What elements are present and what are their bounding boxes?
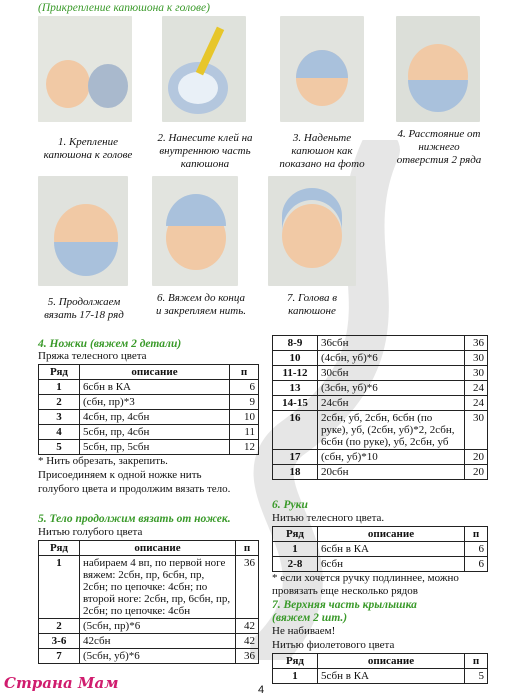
- table-row: [39, 649, 259, 664]
- row-desc: (сбн, пр)*3: [80, 395, 230, 410]
- col-header-row: Ряд: [39, 541, 80, 556]
- photo-7: [268, 176, 356, 286]
- row-num: 1: [39, 556, 80, 619]
- page-header-title: (Прикрепление капюшона к голове): [38, 2, 210, 14]
- site-logo: Страна Мам: [4, 674, 119, 692]
- row-count: 24: [465, 396, 488, 411]
- row-count: 30: [465, 366, 488, 381]
- row-num: 14-15: [273, 396, 318, 411]
- table-row: [39, 634, 259, 649]
- row-desc: (4сбн, уб)*6: [318, 351, 465, 366]
- row-count: 12: [230, 440, 259, 455]
- row-num: 16: [273, 411, 318, 450]
- row-desc: 42сбн: [80, 634, 236, 649]
- wings-title-2: (вяжем 2 шт.): [272, 612, 348, 624]
- row-count: 6: [230, 380, 259, 395]
- row-desc: 6сбн: [318, 557, 465, 572]
- col-header-count: п: [465, 654, 488, 669]
- row-count: 36: [236, 556, 259, 619]
- row-desc: 5сбн, пр, 4сбн: [80, 425, 230, 440]
- arms-title: 6. Руки: [272, 499, 308, 511]
- col-header-desc: описание: [80, 541, 236, 556]
- body-yarn: Нитью голубого цвета: [38, 526, 143, 538]
- row-desc: 36сбн: [318, 336, 465, 351]
- row-num: 1: [39, 380, 80, 395]
- wings-note: Не набиваем!: [272, 625, 336, 637]
- photo-4: [396, 16, 480, 122]
- col-header-row: Ряд: [273, 654, 318, 669]
- row-count: 36: [465, 336, 488, 351]
- col-header-desc: описание: [318, 654, 465, 669]
- arms-table: [272, 526, 488, 572]
- photo-2-caption: 2. Нанесите клей на внутреннюю часть капюшона: [157, 132, 253, 170]
- row-desc: 4сбн, пр, 4сбн: [80, 410, 230, 425]
- col-header-desc: описание: [318, 527, 465, 542]
- table-row: [39, 395, 259, 410]
- row-count: 42: [236, 634, 259, 649]
- row-count: 9: [230, 395, 259, 410]
- table-row: [39, 556, 259, 619]
- row-desc: 5сбн в КА: [318, 669, 465, 684]
- table-row: [39, 410, 259, 425]
- row-count: 6: [465, 557, 488, 572]
- row-count: 5: [465, 669, 488, 684]
- row-desc: 6сбн в КА: [318, 542, 465, 557]
- row-desc: 5сбн, пр, 5сбн: [80, 440, 230, 455]
- row-num: 10: [273, 351, 318, 366]
- table-row: [39, 619, 259, 634]
- photo-5: [38, 176, 128, 286]
- row-num: 8-9: [273, 336, 318, 351]
- row-desc: 2сбн, уб, 2сбн, 6сбн (по руке), уб, (2сбн, уб)*2, 2сбн, 6сбн (по руке), уб, 2сбн, уб: [318, 411, 465, 450]
- table-row: [273, 542, 488, 557]
- row-desc: 30сбн: [318, 366, 465, 381]
- row-num: 13: [273, 381, 318, 396]
- table-row: [273, 669, 488, 684]
- row-count: 6: [465, 542, 488, 557]
- row-desc: (3сбн, уб)*6: [318, 381, 465, 396]
- row-num: 1: [273, 669, 318, 684]
- body-title: 5. Тело продолжим вязать от ножек.: [38, 513, 231, 525]
- photo-6-caption: 6. Вяжем до конца и закрепляем нить.: [155, 292, 246, 317]
- col-header-count: п: [465, 527, 488, 542]
- row-num: 11-12: [273, 366, 318, 381]
- row-desc: (сбн, уб)*10: [318, 450, 465, 465]
- col-header-desc: описание: [80, 365, 230, 380]
- photo-3-caption: 3. Наденьте капюшон как показано на фото: [279, 132, 365, 170]
- table-row: [273, 396, 488, 411]
- row-num: 1: [273, 542, 318, 557]
- body-continued-table: [272, 335, 488, 480]
- wings-table: [272, 653, 488, 684]
- table-row: [273, 465, 488, 480]
- row-num: 3: [39, 410, 80, 425]
- col-header-count: п: [230, 365, 259, 380]
- row-desc: 20сбн: [318, 465, 465, 480]
- photo-7-caption: 7. Голова в капюшоне: [286, 292, 338, 317]
- row-num: 2: [39, 619, 80, 634]
- col-header-row: Ряд: [39, 365, 80, 380]
- table-row: [273, 450, 488, 465]
- table-row: [273, 336, 488, 351]
- row-desc: (5сбн, пр)*6: [80, 619, 236, 634]
- row-count: 20: [465, 450, 488, 465]
- photo-1-caption: 1. Крепление капюшона к голове: [43, 136, 133, 161]
- legs-title: 4. Ножки (вяжем 2 детали): [38, 338, 182, 350]
- arms-yarn: Нитью телесного цвета.: [272, 512, 385, 524]
- table-row: [273, 411, 488, 450]
- photo-3: [280, 16, 364, 122]
- table-row: [273, 381, 488, 396]
- row-num: 18: [273, 465, 318, 480]
- legs-table: [38, 364, 259, 455]
- legs-note-1: * Нить обрезать, закрепить.: [38, 455, 168, 467]
- photo-6: [152, 176, 238, 286]
- row-desc: набираем 4 вп, по первой ноге вяжем: 2сбн, пр, 6сбн, пр, 2сбн; по цепочке: 4сбн; по второй ноге: 2сбн, пр, 6сбн, пр, 2сбн; по цепочке: 4сбн: [80, 556, 236, 619]
- legs-yarn: Пряжа телесного цвета: [38, 350, 147, 362]
- wings-title: 7. Верхняя часть крылышка: [272, 599, 417, 611]
- legs-note-3: голубого цвета и продолжим вязать тело.: [38, 483, 231, 495]
- row-num: 17: [273, 450, 318, 465]
- legs-note-2: Присоединяем к одной ножке нить: [38, 469, 202, 481]
- row-count: 20: [465, 465, 488, 480]
- arms-note-2: провязать еще несколько рядов: [272, 585, 418, 597]
- row-num: 3-6: [39, 634, 80, 649]
- row-desc: 6сбн в КА: [80, 380, 230, 395]
- col-header-count: п: [236, 541, 259, 556]
- col-header-row: Ряд: [273, 527, 318, 542]
- row-num: 7: [39, 649, 80, 664]
- table-row: [39, 440, 259, 455]
- row-count: 10: [230, 410, 259, 425]
- row-count: 11: [230, 425, 259, 440]
- table-row: [273, 351, 488, 366]
- photo-2: [162, 16, 246, 122]
- wings-yarn: Нитью фиолетового цвета: [272, 639, 395, 651]
- table-row: [273, 557, 488, 572]
- row-num: 2: [39, 395, 80, 410]
- row-count: 30: [465, 351, 488, 366]
- row-count: 42: [236, 619, 259, 634]
- table-row: [273, 366, 488, 381]
- row-num: 4: [39, 425, 80, 440]
- row-num: 2-8: [273, 557, 318, 572]
- photo-4-caption: 4. Расстояние от нижнего отверстия 2 ряда: [396, 128, 482, 166]
- row-num: 5: [39, 440, 80, 455]
- table-row: [39, 425, 259, 440]
- row-count: 30: [465, 411, 488, 450]
- table-row: [39, 380, 259, 395]
- photo-5-caption: 5. Продолжаем вязать 17-18 ряд: [44, 296, 124, 321]
- body-table: [38, 540, 259, 664]
- arms-note-1: * если хочется ручку подлиннее, можно: [272, 572, 459, 584]
- page-number: 4: [258, 684, 265, 696]
- row-desc: (5сбн, уб)*6: [80, 649, 236, 664]
- row-desc: 24сбн: [318, 396, 465, 411]
- photo-1: [38, 16, 132, 122]
- row-count: 24: [465, 381, 488, 396]
- row-count: 36: [236, 649, 259, 664]
